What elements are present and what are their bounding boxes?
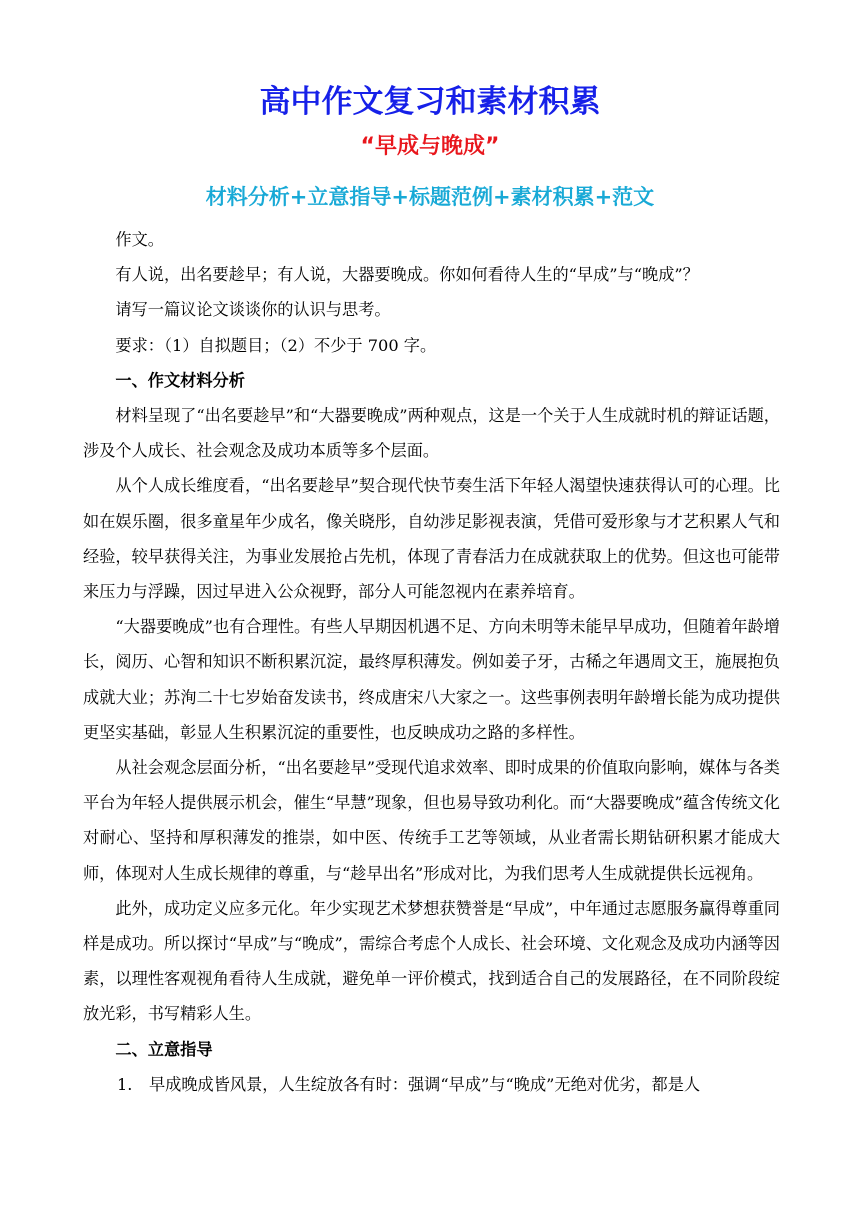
guidance-item-text: 早成晚成皆风景，人生绽放各有时：强调“早成”与“晚成”无绝对优劣，都是人: [149, 1074, 701, 1094]
guidance-item-number: 1.: [117, 1074, 133, 1094]
prompt-requirements: 要求：（1）自拟题目；（2）不少于 700 字。: [115, 335, 437, 355]
analysis-paragraph: 从社会观念层面分析，“出名要趁早”受现代追求效率、即时成果的价值取向影响，媒体与各类平台为年轻人提供展示机会，催生“早慧”现象，但也易导致功利化。而“大器要晚成”蕴含传统文化对耐心、坚持和厚积薄发的推崇，如中医、传统手工艺等领域，从业者需长期钻研积累才能成大师，体现对人生成长规律的尊重，与“趁早出名”形成对比，为我们思考人生成就提供长远视角。: [83, 758, 780, 883]
prompt-instruction: 请写一篇议论文谈谈你的认识与思考。: [115, 300, 391, 320]
section-heading-analysis: 一、作文材料分析: [115, 370, 245, 390]
prompt-material: 有人说，出名要趁早；有人说，大器要晚成。你如何看待人生的“早成”与“晚成”？: [115, 265, 699, 285]
analysis-paragraph: 从个人成长维度看，“出名要趁早”契合现代快节奏生活下年轻人渴望快速获得认可的心理。比如在娱乐圈，很多童星年少成名，像关晓彤，自幼涉足影视表演，凭借可爱形象与才艺积累人气和经验，较早获得关注，为事业发展抢占先机，体现了青春活力在成就获取上的优势。但这也可能带来压力与浮躁，因过早进入公众视野，部分人可能忽视内在素养培育。: [83, 476, 780, 602]
analysis-paragraph: “大器要晚成”也有合理性。有些人早期因机遇不足、方向未明等未能早早成功，但随着年龄增长，阅历、心智和知识不断积累沉淀，最终厚积薄发。例如姜子牙，古稀之年遇周文王，施展抱负成就大业；苏洵二十七岁始奋发读书，终成唐宋八大家之一。这些事例表明年龄增长能为成功提供更坚实基础，彰显人生积累沉淀的重要性，也反映成功之路的多样性。: [83, 617, 780, 742]
guidance-item: [83, 1067, 780, 1102]
document-subtitle: 材料分析+立意指导+标题范例+素材积累+范文: [205, 185, 655, 209]
analysis-paragraph: 材料呈现了“出名要趁早”和“大器要晚成”两种观点，这是一个关于人生成就时机的辩证话题，涉及个人成长、社会观念及成功本质等多个层面。: [83, 406, 780, 461]
document-title: 高中作文复习和素材积累: [259, 84, 601, 120]
prompt-label: 作文。: [115, 230, 164, 249]
document-body: [83, 222, 780, 1102]
topic-title: “早成与晚成”: [360, 134, 500, 159]
analysis-paragraph: 此外，成功定义应多元化。年少实现艺术梦想获赞誉是“早成”，中年通过志愿服务赢得尊重同样是成功。所以探讨“早成”与“晚成”，需综合考虑个人成长、社会环境、文化观念及成功内涵等因素，以理性客观视角看待人生成就，避免单一评价模式，找到适合自己的发展路径，在不同阶段绽放光彩，书写精彩人生。: [83, 898, 780, 1024]
section-heading-guidance: 二、立意指导: [115, 1039, 213, 1059]
